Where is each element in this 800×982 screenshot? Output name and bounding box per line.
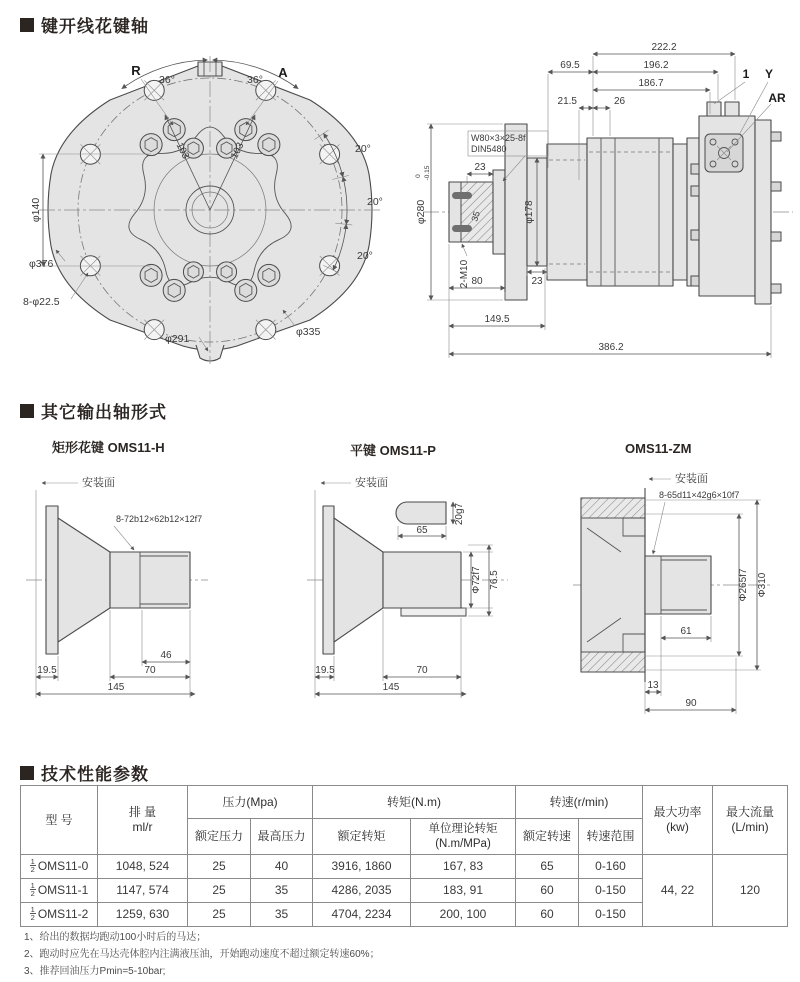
shaft-p-keyseat-step [401,608,466,616]
dim-186-7: 186.7 [638,78,664,89]
dim-p-phi72f7: Φ72f7 [471,566,482,594]
dim-zm-13: 13 [647,680,659,691]
dim-phi178: φ178 [524,200,535,224]
dim-h-19-5: 19.5 [37,665,57,676]
cell-model: $\frac{1}{2}$ OMS11-0 [21,855,98,879]
cell-model: $\frac{1}{2}$ OMS11-2 [21,903,98,927]
dim-zm-61: 61 [680,626,692,637]
spacer-ring [673,144,687,280]
spec-table [20,785,788,927]
square-bullet-icon [20,18,34,32]
dim-p-145: 145 [382,682,400,693]
dim-222-2: 222.2 [651,42,677,53]
shaft-p-flange [323,506,334,654]
cell-unit-torque: 200, 100 [411,903,516,927]
col-header-max-flow: 最大流量 (L/min) [713,786,788,855]
dim-p-20g7: 20g7 [454,502,465,526]
cell-displacement: 1259, 630 [98,903,188,927]
callout-ar: AR [768,91,786,105]
phi280-tol-upper: 0 [415,174,422,178]
col-header-max-power: 最大功率 (kw) [643,786,713,855]
dim-8-holes: 8-φ22.5 [23,296,60,308]
dim-h-70: 70 [144,665,156,676]
shaft-p-cone [334,518,383,642]
shaft-p-title: 平键 OMS11-P [350,443,436,458]
cell-max-power: 44, 22 [643,855,713,927]
square-bullet-icon [20,766,34,780]
cell-displacement: 1048, 524 [98,855,188,879]
square-bullet-icon [20,404,34,418]
dim-phi335: φ335 [296,326,321,338]
dim-p-76-5: 76.5 [489,570,500,590]
label-2-m10: 2-M10 [459,259,470,289]
col-header-rated-pressure: 额定压力 [188,819,251,855]
dim-35: 35 [469,210,482,223]
shaft-collar [493,170,505,254]
dim-69-5: 69.5 [560,60,580,71]
angle-36-left: 36° [159,74,175,86]
dim-zm-phi265f7: Φ265f7 [738,568,749,602]
angle-20-3: 20° [357,250,373,262]
callout-y: Y [764,67,774,81]
bearing-housing [547,144,587,280]
dim-p-70: 70 [416,665,428,676]
dim-149-5: 149.5 [484,314,510,325]
cell-rated-torque: 3916, 1860 [313,855,411,879]
mount-face-label-p: 安装面 [355,477,388,489]
dim-386-2: 386.2 [598,342,624,353]
cell-speed-range: 0-150 [579,879,643,903]
angle-20-2: 20° [367,196,383,208]
key-part [396,502,446,524]
cell-speed-range: 0-160 [579,855,643,879]
mount-face-label-zm: 安装面 [675,473,708,485]
cell-unit-torque: 167, 83 [411,855,516,879]
footnotes [24,929,380,980]
dim-h-145: 145 [107,682,125,693]
cell-rated-speed: 65 [516,855,579,879]
table-row [21,855,788,879]
footnote-2: 2、跑动时应先在马达壳体腔内注满液压油，开始跑动速度不超过额定转速60%； [24,949,380,960]
angle-20-1: 20° [355,143,371,155]
section2-title: 其它输出轴形式 [41,403,167,422]
col-group-torque: 转矩(N.m) [313,786,516,819]
section1-title: 键开线花键轴 [41,17,149,36]
dim-phi280: φ280 [415,199,427,225]
dim-103-right: 103 [229,140,247,161]
dim-h-46: 46 [160,650,172,661]
section3-title: 技术性能参数 [41,765,149,784]
col-group-pressure: 压力(Mpa) [188,786,313,819]
cell-rated-torque: 4286, 2035 [313,879,411,903]
shaft-h-cylinder [110,552,190,608]
section-title-other-shafts [20,398,167,423]
dim-phi376: φ376 [29,258,54,270]
cell-rated-speed: 60 [516,903,579,927]
dim-103-left: 103 [173,140,191,161]
angle-36-right: 36° [247,74,263,86]
front-view-drawing [15,52,410,387]
col-header-displacement: 排 量 ml/r [98,786,188,855]
dim-p-19-5: 19.5 [315,665,335,676]
shaft-h-drawing [20,462,310,707]
phi280-tol-lower: -0.15 [424,165,431,181]
shaft-p-cylinder [383,552,461,608]
dim-phi140: φ140 [30,197,42,223]
callout-1: 1 [742,67,750,81]
cell-rated-torque: 4704, 2234 [313,903,411,927]
dim-23-bottom: 23 [531,276,543,287]
cell-rated-pressure: 25 [188,855,251,879]
cell-speed-range: 0-150 [579,903,643,927]
shaft-p-drawing [303,462,603,707]
section-title-specs [20,760,149,785]
footnote-1: 1、给出的数据均跑动100小时后的马达； [24,932,207,943]
cam-ring [587,138,673,286]
cell-max-pressure: 40 [251,855,313,879]
col-group-speed: 转速(r/min) [516,786,643,819]
mount-face-label-h: 安装面 [82,477,115,489]
shaft-zm-drawing [573,440,800,730]
dim-p-65: 65 [416,525,428,536]
col-header-speed-range: 转速范围 [579,819,643,855]
shaft-h-cone [58,518,110,642]
col-header-max-pressure: 最高压力 [251,819,313,855]
shaft-zm-title: OMS11-ZM [625,441,692,456]
dim-80: 80 [471,276,483,287]
cell-max-pressure: 35 [251,903,313,927]
spline-spec-zm: 8-65d11×42g6×10f7 [659,490,740,500]
col-header-rated-torque: 额定转矩 [313,819,411,855]
dim-196-2: 196.2 [643,60,669,71]
cell-rated-speed: 60 [516,879,579,903]
valve-plate [687,138,699,286]
label-r: R [131,63,141,78]
end-plate [755,120,771,304]
cell-max-pressure: 35 [251,879,313,903]
cell-rated-pressure: 25 [188,903,251,927]
spline-spec: W80×3×25-8f [471,133,526,143]
din-standard: DIN5480 [471,144,507,154]
shaft-h-title: 矩形花键 OMS11-H [52,440,165,455]
dim-phi291: φ291 [165,333,190,345]
col-header-model: 型 号 [21,786,98,855]
zm-housing [581,498,645,672]
col-header-rated-speed: 额定转速 [516,819,579,855]
label-a: A [278,65,288,80]
cell-max-flow: 120 [713,855,788,927]
cell-displacement: 1147, 574 [98,879,188,903]
side-view-drawing [415,40,800,380]
col-header-unit-torque: 单位理论转矩 (N.m/MPa) [411,819,516,855]
cell-unit-torque: 183, 91 [411,879,516,903]
section-title-splined-shaft [20,12,149,37]
zm-shaft [645,556,711,614]
cell-rated-pressure: 25 [188,879,251,903]
shaft-h-flange [46,506,58,654]
footnote-3: 3、推荐回油压力Pmin=5-10bar; [24,966,166,977]
dim-23-top: 23 [474,162,486,173]
dim-zm-90: 90 [685,698,697,709]
spline-spec-h: 8-72b12×62b12×12f7 [116,514,203,524]
dim-21-5: 21.5 [557,96,577,107]
dim-26: 26 [614,96,626,107]
dim-zm-phi310: Φ310 [757,572,768,598]
cell-model: $\frac{1}{2}$ OMS11-1 [21,879,98,903]
